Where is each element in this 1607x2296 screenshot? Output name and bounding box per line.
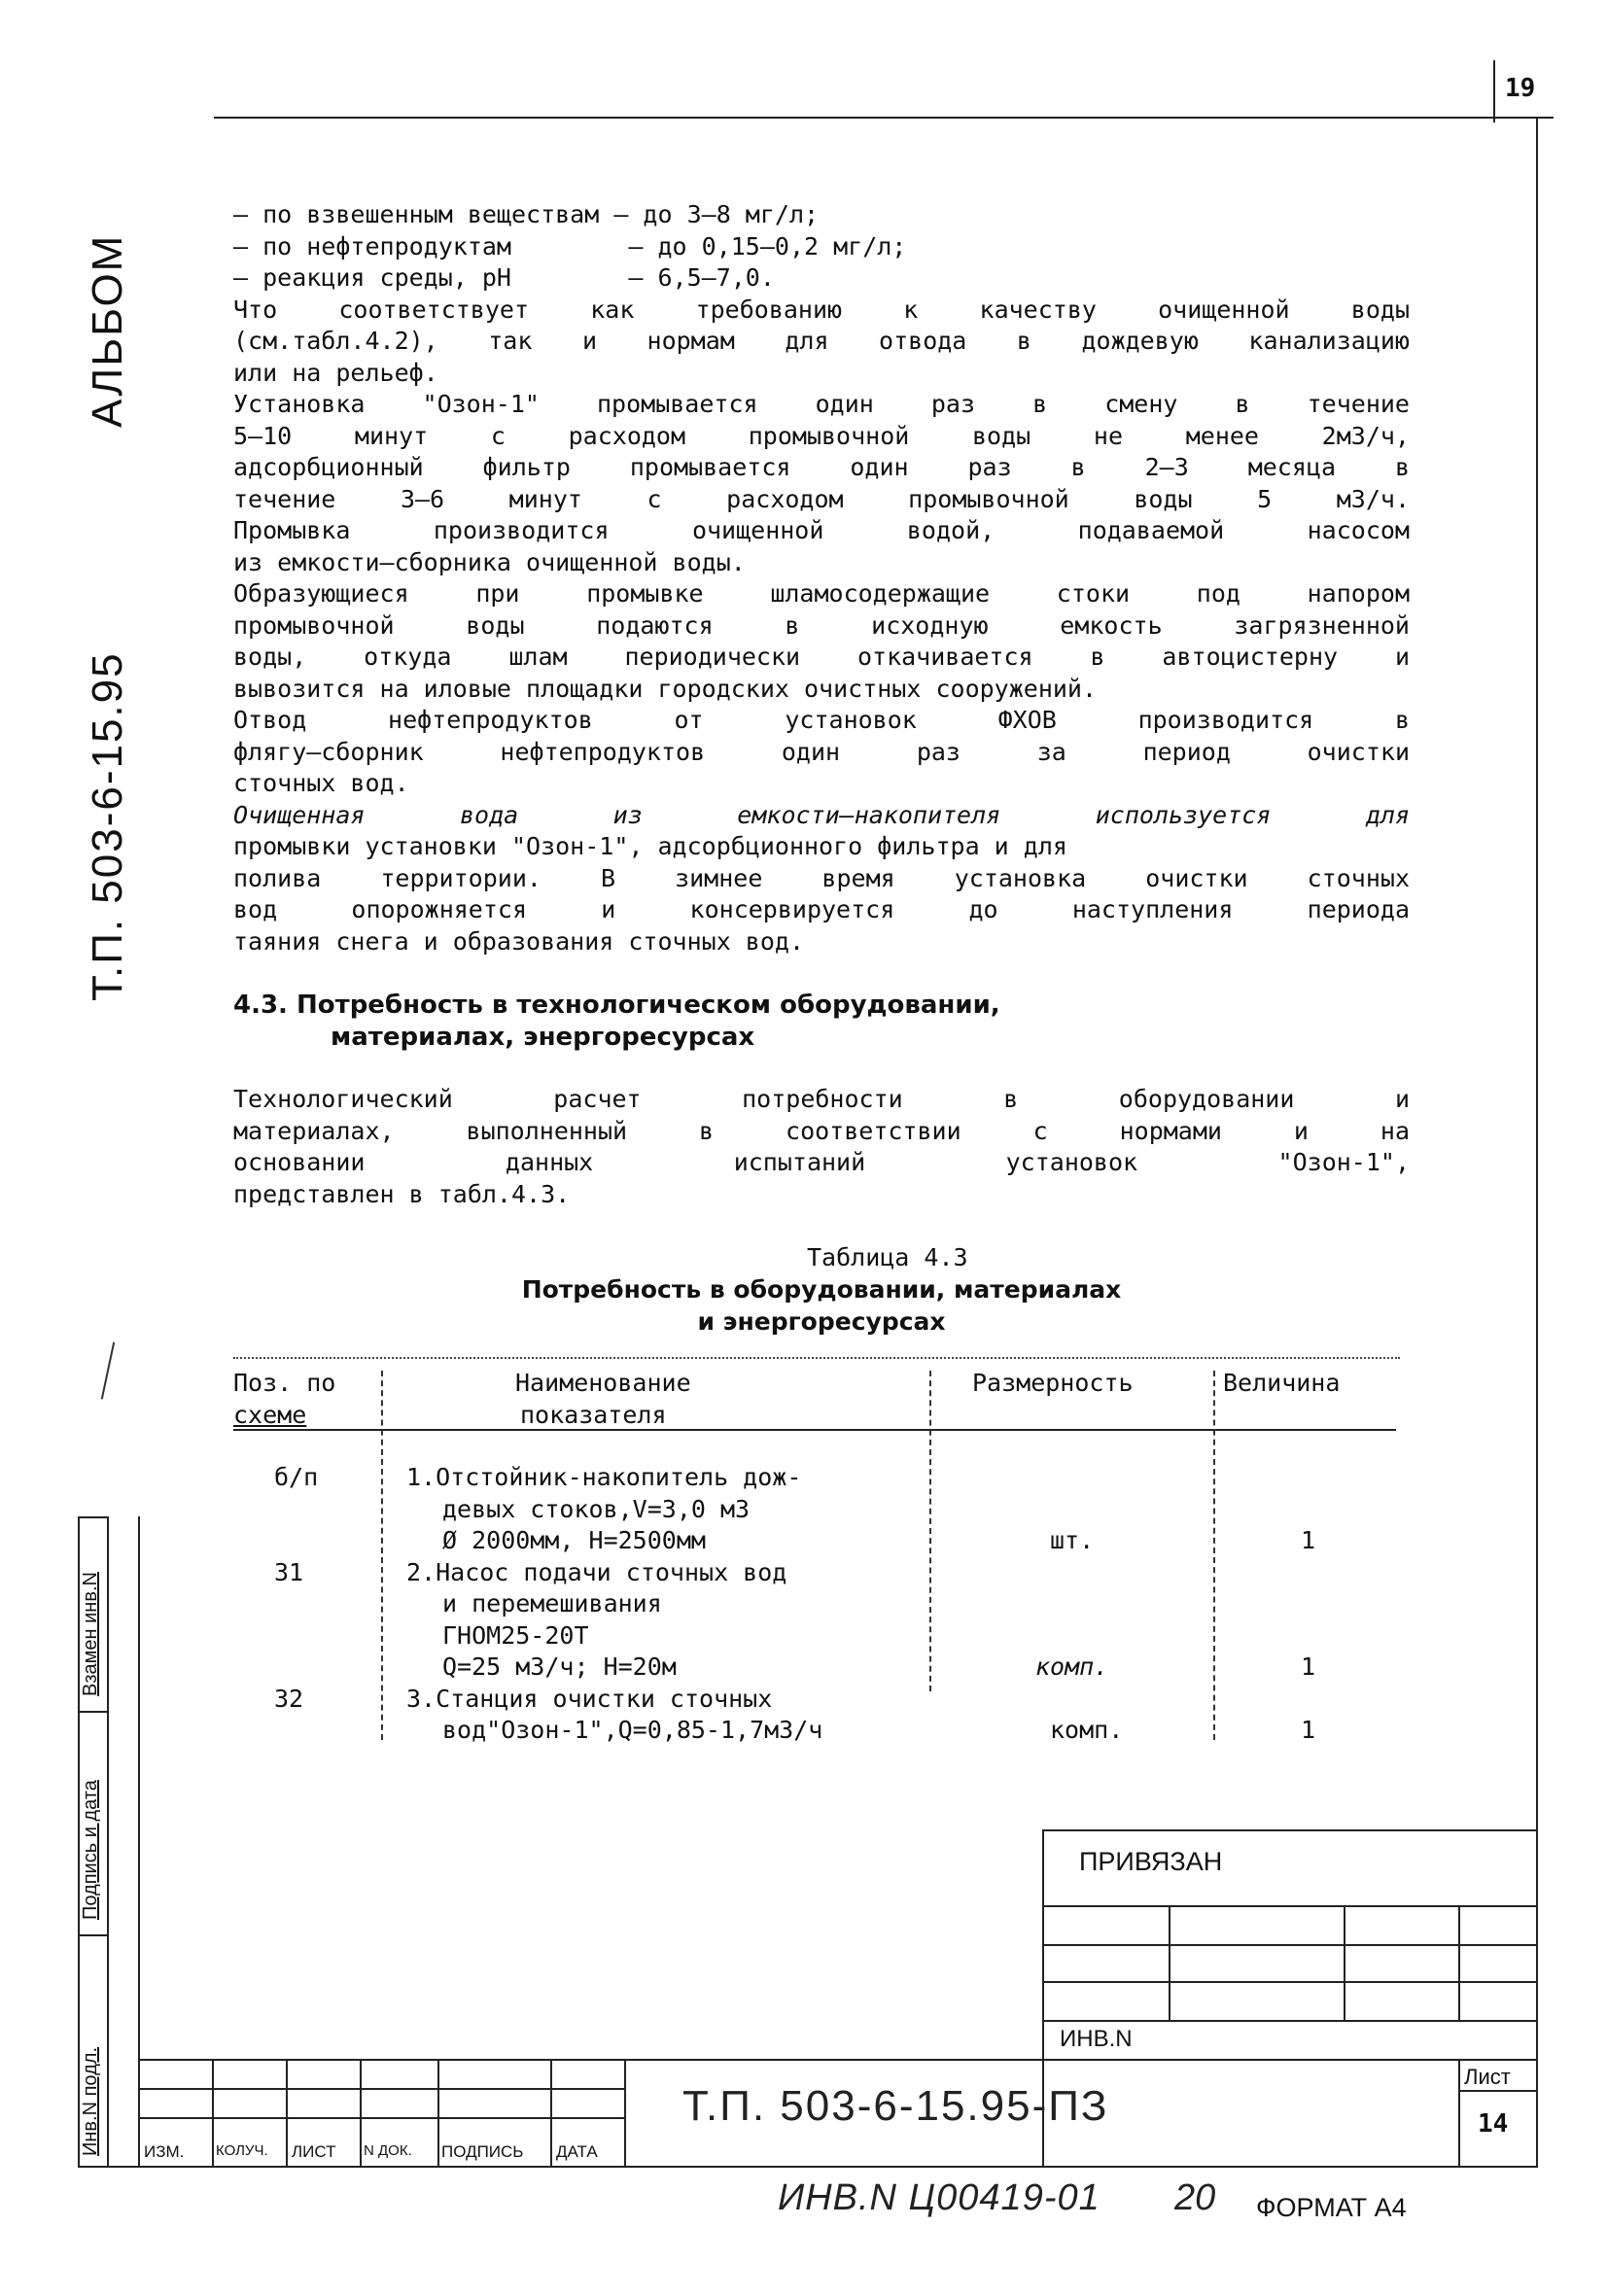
body-line: флягу–сборник нефтепродуктов один раз за период очистки (233, 737, 1410, 766)
table-cell-value: 1 (1301, 1652, 1316, 1681)
header-unit: Размерность (972, 1369, 1134, 1397)
table-cell-pos: 31 (274, 1557, 304, 1586)
table-title-line1: Потребность в оборудовании, материалах (521, 1275, 1122, 1304)
body-line: сточных вод. (233, 769, 409, 797)
table-cell-name: 2.Насос подачи сточных вод (406, 1557, 787, 1586)
table-cell-value: 1 (1301, 1526, 1316, 1554)
inv-no-label: ИНВ.N (1060, 2026, 1133, 2052)
body-line: таяния снега и образования сточных вод. (233, 926, 804, 956)
table-cell-pos: б/п (274, 1463, 319, 1491)
table-cell-name: ГНОМ25-20Т (442, 1620, 589, 1650)
stamp-col-izm: ИЗМ. (144, 2142, 185, 2161)
header-value: Величина (1223, 1369, 1341, 1397)
column-separator (381, 1371, 383, 1740)
margin-album-word: АЛЬБОМ (84, 233, 131, 428)
table-title-line2: и энергоресурсах (697, 1306, 946, 1336)
body-line: промывки установки "Озон-1", адсорбционного фильтра и для (233, 832, 1067, 860)
body-line: 5–10 минут с расходом промывочной воды не менее 2м3/ч, (233, 421, 1410, 450)
header-pos-line1: Поз. по (233, 1369, 336, 1397)
table-cell-name: девых стоков,V=3,0 м3 (442, 1494, 751, 1523)
body-line: промывочной воды подаются в исходную емкость загрязненной (233, 610, 1410, 640)
document-code: Т.П. 503-6-15.95-ПЗ (682, 2082, 1109, 2130)
table-cell-pos: 32 (274, 1684, 304, 1713)
body-line: воды, откуда шлам периодически откачивается в автоцистерну и (233, 643, 1410, 671)
body-line: – по нефтепродуктам – до 0,15–0,2 мг/л; (233, 231, 907, 261)
body-line: Промывка производится очищенной водой, подаваемой насосом (233, 516, 1410, 544)
table-cell-unit: шт. (1050, 1526, 1095, 1554)
section-heading (233, 990, 1000, 1053)
table-title (233, 1274, 1410, 1338)
header-name-line2: показателя (520, 1401, 667, 1429)
stamp-cell-replace-inv: Взамен инв.N (80, 1572, 101, 1696)
sheet-number: 19 (1505, 74, 1536, 103)
column-separator (1213, 1371, 1215, 1740)
body-line: – по взвешенным веществам – до 3–8 мг/л; (233, 200, 820, 228)
table-cell-unit: комп. (1035, 1652, 1109, 1681)
sheet-value: 14 (1478, 2109, 1509, 2139)
column-separator (929, 1371, 931, 1691)
intro-line: основании данных испытаний установок "Озон-1", (233, 1148, 1410, 1176)
header-pos-line2: схеме (233, 1401, 307, 1429)
table-cell-name: и перемешивания (442, 1589, 662, 1618)
body-line: Что соответствует как требованию к качеству очищенной воды (233, 295, 1410, 324)
table-cell-unit: комп. (1050, 1716, 1124, 1744)
frame-bottom-line (78, 2166, 1538, 2168)
body-line: Очищенная вода из емкости–накопителя используется для (233, 800, 1410, 829)
table-cell-name: Q=25 м3/ч; H=20м (442, 1652, 677, 1681)
stamp-cell-inv-orig: Инв.N подл. (80, 2046, 101, 2156)
stamp-col-podpis: ПОДПИСЬ (441, 2142, 524, 2161)
intro-paragraph (233, 1084, 1410, 1210)
margin-slash-mark (101, 1341, 115, 1399)
body-line: Образующиеся при промывке шламосодержащие стоки под напором (233, 579, 1410, 608)
table-cell-name: Ø 2000мм, H=2500мм (442, 1526, 706, 1554)
table-cell-name: вод"Озон-1",Q=0,85-1,7м3/ч (442, 1716, 823, 1744)
frame-top-line (214, 117, 1554, 119)
header-name-line1: Наименование (515, 1369, 691, 1397)
sheet-label: Лист (1464, 2065, 1511, 2089)
table-caption: Таблица 4.3 (807, 1243, 968, 1271)
body-line: адсорбционный фильтр промывается один раз в 2–3 месяца в (233, 453, 1410, 481)
stamp-col-koluch: КОЛУЧ. (216, 2142, 268, 2159)
stamp-col-list: ЛИСТ (292, 2142, 336, 2161)
margin-album-code: Т.П. 503-6-15.95 (84, 651, 131, 1001)
body-line: вод опорожняется и консервируется до наступления периода (233, 895, 1410, 923)
table-header-underline (233, 1429, 1396, 1431)
intro-line: материалах, выполненный в соответствии с нормами и на (233, 1116, 1410, 1145)
stamp-col-data: ДАТА (556, 2142, 598, 2161)
table-cell-name: 1.Отстойник-накопитель дож- (406, 1463, 802, 1491)
table-cell-name: 3.Станция очистки сточных (406, 1684, 773, 1713)
table-cell-value: 1 (1301, 1716, 1316, 1744)
privyazan-label: ПРИВЯЗАН (1079, 1847, 1223, 1876)
body-line: Отвод нефтепродуктов от установок ФХОВ производится в (233, 706, 1410, 734)
frame-left-line (138, 1516, 140, 2168)
body-text (233, 199, 1410, 957)
body-line: – реакция среды, pH – 6,5–7,0. (233, 263, 775, 292)
section-number: 4.3. (233, 991, 288, 1020)
stamp-col-ndok: N ДОК. (364, 2142, 412, 2159)
body-line: из емкости–сборника очищенной воды. (233, 547, 746, 576)
body-line: Установка "Озон-1" промывается один раз в смену в течение (233, 390, 1410, 418)
stamp-cell-signature-date: Подпись и дата (80, 1780, 101, 1920)
section-title-line1: Потребность в технологическом оборудовании, (297, 991, 1000, 1020)
handwritten-inventory: ИНВ.N Ц00419-01 (778, 2177, 1100, 2218)
section-title-line2: материалах, энергоресурсах (331, 1022, 755, 1052)
intro-last-line: представлен в табл.4.3. (233, 1179, 571, 1208)
page-count: 20 (1174, 2177, 1216, 2218)
table-top-dots (233, 1357, 1400, 1359)
body-line: или на рельеф. (233, 358, 438, 387)
intro-line: Технологический расчет потребности в оборудовании и (233, 1085, 1410, 1113)
body-line: течение 3–6 минут с расходом промывочной воды 5 м3/ч. (233, 484, 1410, 513)
body-line: полива территории. В зимнее время установка очистки сточных (233, 863, 1410, 892)
frame-right-line (1536, 117, 1538, 2168)
body-line: (см.табл.4.2), так и нормам для отвода в дождевую канализацию (233, 327, 1410, 355)
body-line: вывозится на иловые площадки городских очистных сооружений. (233, 674, 1098, 703)
format-label: ФОРМАТ А4 (1256, 2193, 1407, 2222)
